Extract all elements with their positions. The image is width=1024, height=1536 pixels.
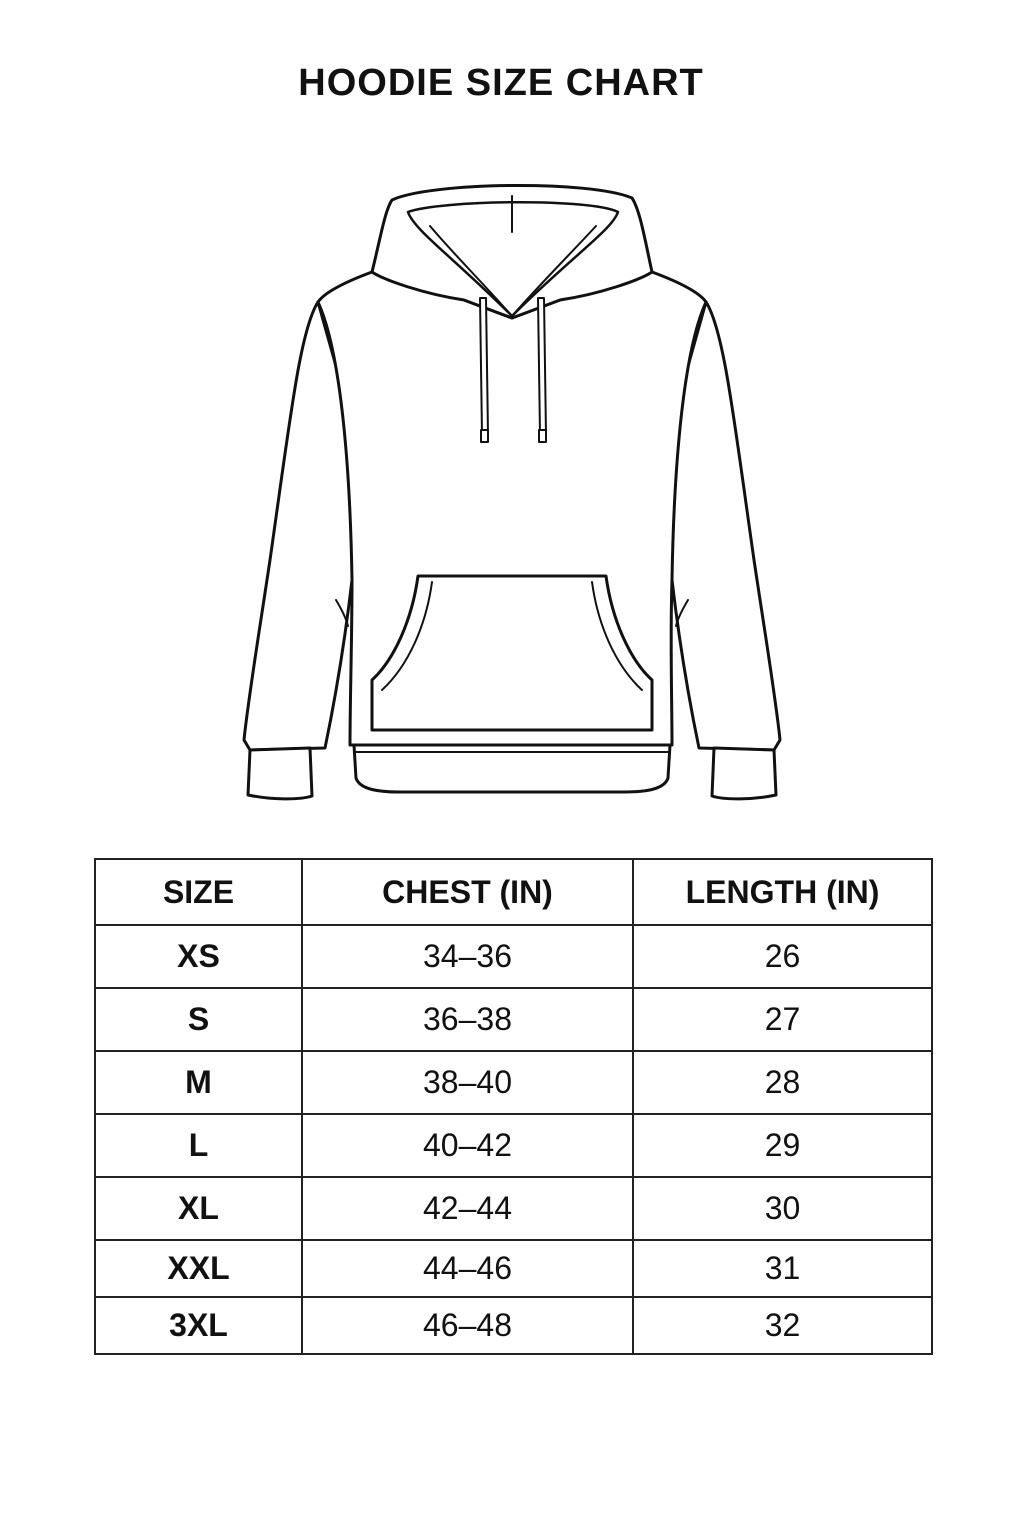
left-drawstring	[480, 298, 488, 435]
table-row	[95, 925, 932, 988]
kangaroo-pocket	[372, 576, 652, 730]
table-row	[95, 1051, 932, 1114]
table-header-row	[95, 859, 932, 925]
table-row	[95, 1297, 932, 1354]
page-title: HOODIE SIZE CHART	[298, 62, 704, 104]
left-cuff	[248, 748, 312, 799]
table-row	[95, 988, 932, 1051]
chest-cell: 42–44	[302, 1177, 633, 1240]
size-cell: M	[95, 1051, 302, 1114]
length-cell: 30	[633, 1177, 932, 1240]
right-drawstring	[538, 298, 546, 435]
length-cell: 32	[633, 1297, 932, 1354]
chest-cell: 34–36	[302, 925, 633, 988]
length-cell: 27	[633, 988, 932, 1051]
chest-cell: 36–38	[302, 988, 633, 1051]
length-cell: 28	[633, 1051, 932, 1114]
table-row	[95, 1177, 932, 1240]
size-cell: XL	[95, 1177, 302, 1240]
table-row	[95, 1240, 932, 1297]
size-cell: L	[95, 1114, 302, 1177]
chest-cell: 44–46	[302, 1240, 633, 1297]
size-cell: XXL	[95, 1240, 302, 1297]
size-cell: 3XL	[95, 1297, 302, 1354]
size-cell: XS	[95, 925, 302, 988]
table-row	[95, 1114, 932, 1177]
chest-cell: 40–42	[302, 1114, 633, 1177]
hoodie-outline-icon	[232, 175, 792, 805]
chest-cell: 38–40	[302, 1051, 633, 1114]
header-chest: CHEST (IN)	[302, 859, 633, 925]
size-chart-table	[94, 858, 933, 1355]
header-size: SIZE	[95, 859, 302, 925]
length-cell: 31	[633, 1240, 932, 1297]
length-cell: 26	[633, 925, 932, 988]
length-cell: 29	[633, 1114, 932, 1177]
right-cuff	[712, 748, 776, 799]
size-cell: S	[95, 988, 302, 1051]
header-length: LENGTH (IN)	[633, 859, 932, 925]
chest-cell: 46–48	[302, 1297, 633, 1354]
